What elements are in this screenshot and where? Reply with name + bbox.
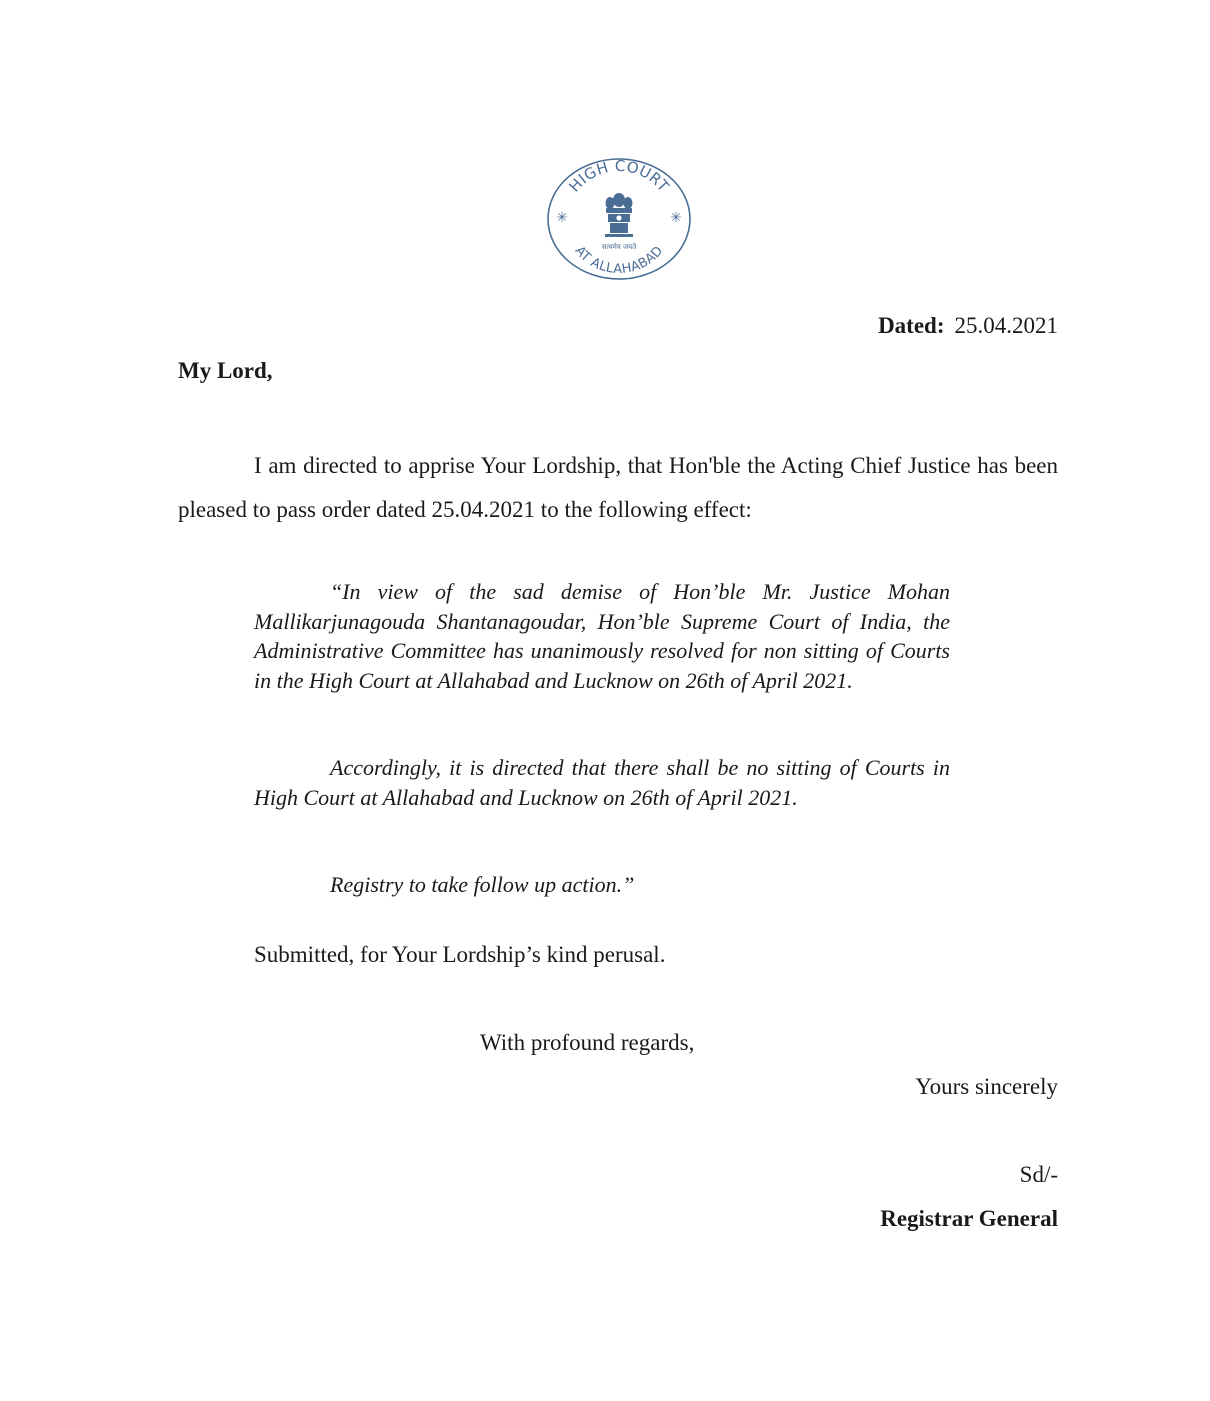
quote-paragraph-1: “In view of the sad demise of Hon’ble Mr. Justice Mohan Mallikarjunagouda Shantanagoudar, Hon’ble Supreme Court of India, the Administrative Committee has unanimously resolved for non sitting of Courts in the High Court at Allahabad and Lucknow on 26th of April 2021. [254, 579, 950, 693]
seal-motto: सत्यमेव जयते [601, 243, 637, 251]
svg-text:✳: ✳ [556, 210, 568, 226]
quote-paragraph-2: Accordingly, it is directed that there shall be no sitting of Courts in High Court at Allahabad and Lucknow on 26th of April 2021. [254, 755, 950, 810]
dated-label: Dated: [878, 313, 945, 338]
yours-sincerely: Yours sincerely [915, 1074, 1058, 1099]
svg-text:HIGH COURT: HIGH COURT [565, 156, 673, 196]
designation: Registrar General [880, 1206, 1058, 1231]
date-line [878, 313, 1058, 339]
quote-paragraph-3: Registry to take follow up action.” [330, 872, 635, 897]
regards-line: With profound regards, [480, 1030, 695, 1055]
submitted-line: Submitted, for Your Lordship’s kind perusal. [254, 942, 666, 967]
seal-emblem-icon [544, 154, 694, 284]
dated-value: 25.04.2021 [954, 313, 1058, 338]
svg-text:✳: ✳ [670, 210, 682, 226]
intro-paragraph: I am directed to apprise Your Lordship, that Hon'ble the Acting Chief Justice has been pleased to pass order dated 25.04.2021 to the following effect: [178, 453, 1058, 522]
signature: Sd/- [1019, 1162, 1058, 1187]
high-court-seal-logo [544, 154, 694, 284]
salutation: My Lord, [178, 358, 273, 383]
svg-text:AT ALLAHABAD: AT ALLAHABAD [571, 243, 667, 278]
